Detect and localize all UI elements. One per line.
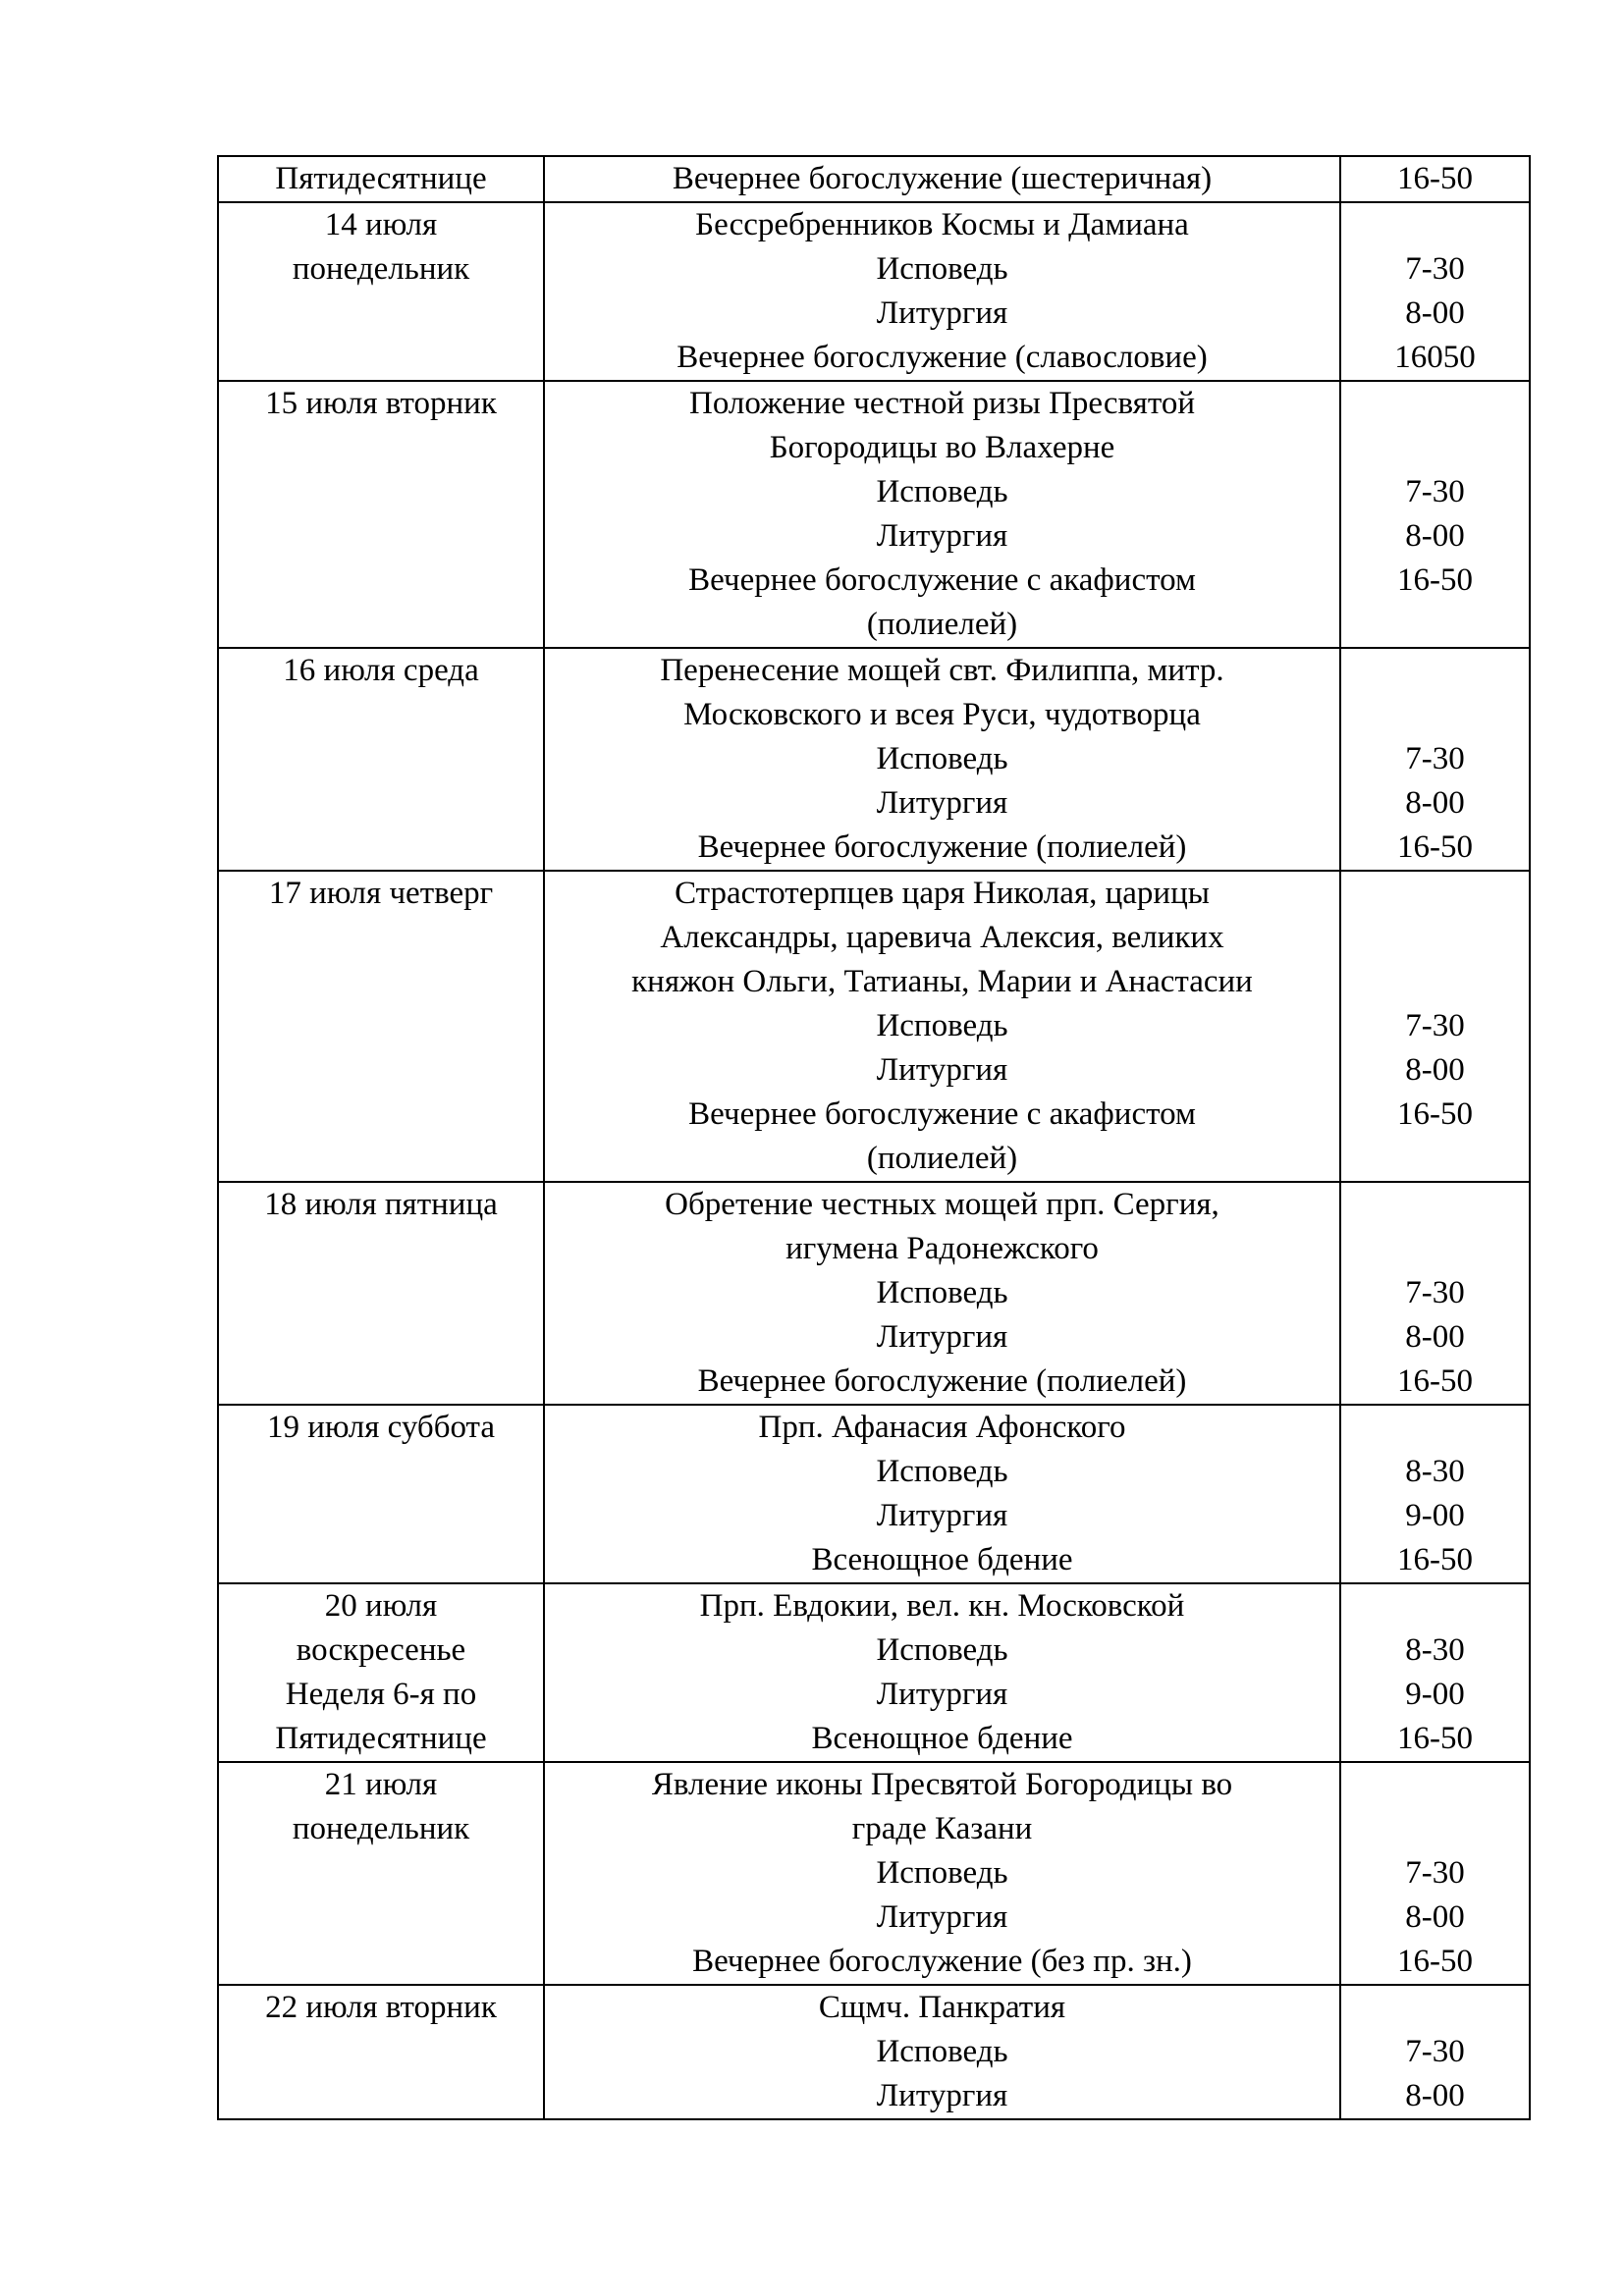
service-line: Вечернее богослужение (без пр. зн.) <box>692 1944 1192 1979</box>
service-line: Литургия <box>876 295 1008 331</box>
date-line: 22 июля вторник <box>265 1990 497 2025</box>
service-line: Исповедь <box>876 1855 1008 1891</box>
service-line: Исповедь <box>876 1632 1008 1668</box>
service-line: Исповедь <box>876 2034 1008 2069</box>
time-line <box>1341 1584 1529 1629</box>
date-line: 17 июля четверг <box>268 876 494 911</box>
time-line: 8-00 <box>1405 518 1465 554</box>
time-cell <box>1340 648 1530 871</box>
time-line: 7-30 <box>1405 1008 1465 1043</box>
time-line <box>1341 203 1529 247</box>
schedule-row <box>218 871 1530 1182</box>
service-line: граде Казани <box>851 1811 1033 1846</box>
service-line: игумена Радонежского <box>785 1231 1099 1266</box>
schedule-row <box>218 156 1530 202</box>
time-line: 16050 <box>1394 340 1476 375</box>
time-cell <box>1340 1762 1530 1985</box>
date-cell <box>218 381 544 648</box>
date-cell <box>218 871 544 1182</box>
service-line: Сщмч. Панкратия <box>818 1990 1066 2025</box>
time-line: 7-30 <box>1405 1275 1465 1310</box>
time-cell <box>1340 1405 1530 1583</box>
date-line: 14 июля <box>324 207 438 242</box>
time-line: 7-30 <box>1405 251 1465 287</box>
time-cell <box>1340 871 1530 1182</box>
time-line <box>1341 1807 1529 1851</box>
date-line: 20 июля <box>324 1588 438 1624</box>
date-cell <box>218 156 544 202</box>
date-line: понедельник <box>292 251 470 287</box>
time-cell <box>1340 1583 1530 1762</box>
schedule-row <box>218 1985 1530 2119</box>
service-line: Литургия <box>876 1319 1008 1355</box>
service-cell <box>544 648 1340 871</box>
service-line: Перенесение мощей свт. Филиппа, митр. <box>660 653 1224 688</box>
service-line: Исповедь <box>876 474 1008 509</box>
time-line: 9-00 <box>1405 1498 1465 1533</box>
time-line <box>1341 1183 1529 1227</box>
service-cell <box>544 156 1340 202</box>
date-cell <box>218 1762 544 1985</box>
service-line: Всенощное бдение <box>811 1542 1073 1577</box>
time-line: 16-50 <box>1397 1096 1473 1132</box>
time-cell <box>1340 381 1530 648</box>
service-line: Литургия <box>876 785 1008 821</box>
schedule-row <box>218 381 1530 648</box>
service-line: Литургия <box>876 1498 1008 1533</box>
time-line: 8-00 <box>1405 1319 1465 1355</box>
service-line: Исповедь <box>876 1454 1008 1489</box>
time-line <box>1341 649 1529 693</box>
time-line <box>1341 1227 1529 1271</box>
service-line: Исповедь <box>876 741 1008 776</box>
service-line: Вечернее богослужение с акафистом <box>688 562 1196 598</box>
service-line: Московского и всея Руси, чудотворца <box>683 697 1201 732</box>
service-line: Богородицы во Влахерне <box>769 430 1115 465</box>
time-line <box>1341 916 1529 960</box>
service-line: Прп. Афанасия Афонского <box>758 1410 1126 1445</box>
time-line <box>1341 1406 1529 1450</box>
date-cell <box>218 1182 544 1405</box>
time-line <box>1341 693 1529 737</box>
service-line: Литургия <box>876 518 1008 554</box>
time-cell <box>1340 202 1530 381</box>
service-line: Вечернее богослужение с акафистом <box>688 1096 1196 1132</box>
schedule-row <box>218 202 1530 381</box>
time-line: 8-30 <box>1405 1632 1465 1668</box>
service-line: (полиелей) <box>866 607 1018 642</box>
date-cell <box>218 1583 544 1762</box>
time-line: 16-50 <box>1397 1542 1473 1577</box>
date-cell <box>218 202 544 381</box>
service-line: Вечернее богослужение (шестеричная) <box>672 161 1213 196</box>
schedule-row <box>218 1762 1530 1985</box>
service-cell <box>544 381 1340 648</box>
service-cell <box>544 202 1340 381</box>
service-line: Вечернее богослужение (полиелей) <box>697 829 1187 865</box>
service-line: Бессребренников Космы и Дамиана <box>695 207 1189 242</box>
date-line: 21 июля <box>324 1767 438 1802</box>
time-line: 16-50 <box>1397 161 1473 196</box>
service-cell <box>544 1405 1340 1583</box>
service-line: Александры, царевича Алексия, великих <box>660 920 1224 955</box>
date-cell <box>218 1405 544 1583</box>
date-line: Пятидесятнице <box>275 1721 487 1756</box>
time-line <box>1341 960 1529 1004</box>
service-line: Всенощное бдение <box>811 1721 1073 1756</box>
date-line: воскресенье <box>296 1632 466 1668</box>
time-line: 16-50 <box>1397 1363 1473 1399</box>
date-line: Неделя 6-я по <box>285 1677 477 1712</box>
service-line: Исповедь <box>876 1008 1008 1043</box>
time-line: 16-50 <box>1397 829 1473 865</box>
date-line: 18 июля пятница <box>264 1187 498 1222</box>
time-line <box>1341 1763 1529 1807</box>
schedule-row <box>218 1583 1530 1762</box>
time-line: 7-30 <box>1405 741 1465 776</box>
time-line: 16-50 <box>1397 1944 1473 1979</box>
time-line: 16-50 <box>1397 562 1473 598</box>
schedule-row <box>218 1182 1530 1405</box>
time-line: 9-00 <box>1405 1677 1465 1712</box>
time-line: 8-00 <box>1405 2078 1465 2113</box>
service-line: Обретение честных мощей прп. Сергия, <box>665 1187 1219 1222</box>
time-line: 16-50 <box>1397 1721 1473 1756</box>
time-cell <box>1340 1985 1530 2119</box>
time-line <box>1341 1986 1529 2030</box>
date-cell <box>218 648 544 871</box>
time-cell <box>1340 1182 1530 1405</box>
time-line: 7-30 <box>1405 2034 1465 2069</box>
time-line: 8-30 <box>1405 1454 1465 1489</box>
service-line: (полиелей) <box>866 1141 1018 1176</box>
service-cell <box>544 1762 1340 1985</box>
service-cell <box>544 871 1340 1182</box>
time-line: 8-00 <box>1405 1899 1465 1935</box>
service-line: Явление иконы Пресвятой Богородицы во <box>651 1767 1233 1802</box>
service-line: Положение честной ризы Пресвятой <box>688 386 1195 421</box>
schedule-body <box>218 156 1530 2119</box>
service-line: Страстотерпцев царя Николая, царицы <box>675 876 1210 911</box>
service-line: Исповедь <box>876 1275 1008 1310</box>
time-line <box>1341 872 1529 916</box>
service-line: Исповедь <box>876 251 1008 287</box>
service-line: Вечернее богослужение (славословие) <box>677 340 1208 375</box>
service-line: Литургия <box>876 1899 1008 1935</box>
service-cell <box>544 1985 1340 2119</box>
time-line: 8-00 <box>1405 785 1465 821</box>
service-line: Вечернее богослужение (полиелей) <box>697 1363 1187 1399</box>
schedule-row <box>218 648 1530 871</box>
time-line: 7-30 <box>1405 1855 1465 1891</box>
service-schedule-table <box>217 155 1531 2120</box>
date-line: 15 июля вторник <box>265 386 497 421</box>
time-line: 7-30 <box>1405 474 1465 509</box>
time-cell <box>1340 156 1530 202</box>
service-line: Литургия <box>876 1677 1008 1712</box>
service-line: Прп. Евдокии, вел. кн. Московской <box>699 1588 1185 1624</box>
date-cell <box>218 1985 544 2119</box>
date-line: Пятидесятнице <box>275 161 487 196</box>
time-line <box>1341 426 1529 470</box>
date-line: 16 июля среда <box>283 653 479 688</box>
time-line: 8-00 <box>1405 295 1465 331</box>
service-line: княжон Ольги, Татианы, Марии и Анастасии <box>631 964 1253 999</box>
service-line: Литургия <box>876 2078 1008 2113</box>
time-line: 8-00 <box>1405 1052 1465 1088</box>
date-line: 19 июля суббота <box>266 1410 496 1445</box>
service-line: Литургия <box>876 1052 1008 1088</box>
service-cell <box>544 1583 1340 1762</box>
time-line <box>1341 382 1529 426</box>
service-cell <box>544 1182 1340 1405</box>
date-line: понедельник <box>292 1811 470 1846</box>
schedule-row <box>218 1405 1530 1583</box>
